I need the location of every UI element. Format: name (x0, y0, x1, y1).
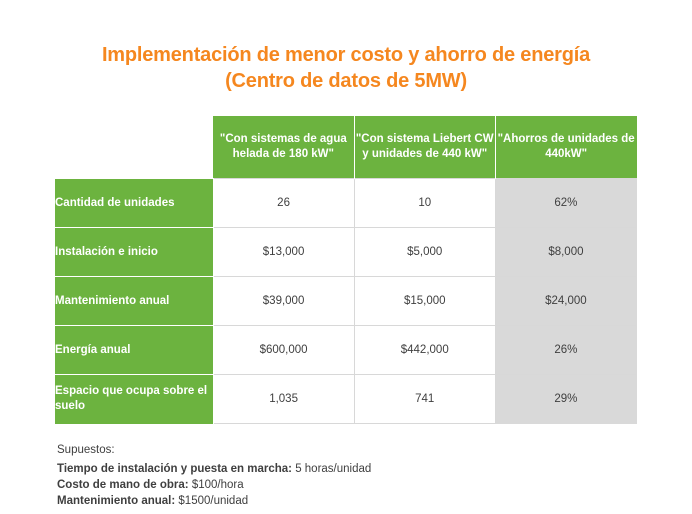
column-header-savings: "Ahorros de unidades de 440kW" (495, 116, 636, 179)
row-label-energia-anual: Energía anual (55, 326, 213, 375)
table-corner-cell (55, 116, 213, 179)
comparison-table (55, 116, 637, 424)
cell-r2-c0: $39,000 (213, 277, 354, 326)
cell-r2-c2: $24,000 (495, 277, 636, 326)
assumptions-heading: Supuestos: (57, 444, 115, 456)
assumption-item-annual-maintenance (57, 493, 637, 509)
cell-r1-c2: $8,000 (495, 228, 636, 277)
page-title-line-2: (Centro de datos de 5MW) (225, 70, 467, 92)
assumption-value-install-time: 5 horas/unidad (295, 463, 372, 475)
cell-r3-c2: 26% (495, 326, 636, 375)
table-row (55, 179, 637, 228)
cell-r0-c0: 26 (213, 179, 354, 228)
assumption-value-labor-cost: $100/hora (191, 479, 244, 491)
row-label-espacio-que-ocupa: Espacio que ocupa sobre el suelo (55, 375, 213, 424)
cell-r1-c0: $13,000 (213, 228, 354, 277)
assumption-label-labor-cost: Costo de mano de obra: (57, 479, 189, 491)
table-row (55, 375, 637, 424)
comparison-table-wrapper (55, 116, 637, 424)
column-header-liebert-cw: "Con sistema Liebert CW y unidades de 440 kW" (354, 116, 495, 179)
row-label-mantenimiento-anual: Mantenimiento anual (55, 277, 213, 326)
cell-r4-c2: 29% (495, 375, 636, 424)
table-row (55, 277, 637, 326)
page-title (0, 0, 692, 94)
column-header-chilled-water: "Con sistemas de agua helada de 180 kW" (213, 116, 354, 179)
cell-r3-c0: $600,000 (213, 326, 354, 375)
cell-r4-c1: 741 (354, 375, 495, 424)
assumption-label-annual-maintenance: Mantenimiento anual: (57, 495, 176, 507)
assumption-item-install-time (57, 461, 637, 477)
assumption-label-install-time: Tiempo de instalación y puesta en marcha: (57, 463, 292, 475)
assumption-value-annual-maintenance: $1500/unidad (178, 495, 249, 507)
cell-r3-c1: $442,000 (354, 326, 495, 375)
assumptions-block (55, 444, 637, 509)
cell-r1-c1: $5,000 (354, 228, 495, 277)
assumption-item-labor-cost (57, 477, 637, 493)
table-row (55, 228, 637, 277)
page-title-line-1: Implementación de menor costo y ahorro de energía (101, 44, 591, 66)
row-label-instalacion-e-inicio: Instalación e inicio (55, 228, 213, 277)
cell-r0-c2: 62% (495, 179, 636, 228)
table-header-row (55, 116, 637, 179)
table-row (55, 326, 637, 375)
row-label-cantidad-de-unidades: Cantidad de unidades (55, 179, 213, 228)
cell-r2-c1: $15,000 (354, 277, 495, 326)
cell-r0-c1: 10 (354, 179, 495, 228)
cell-r4-c0: 1,035 (213, 375, 354, 424)
